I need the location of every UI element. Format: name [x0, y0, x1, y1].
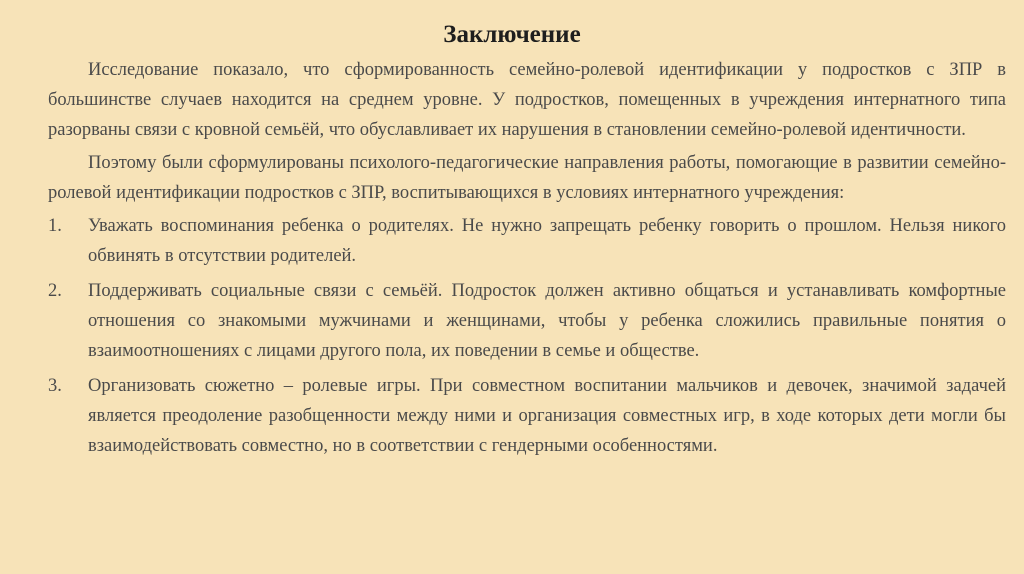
slide-body — [48, 55, 1006, 466]
paragraph-directions: Поэтому были сформулированы психолого-педагогические направления работы, помогающие в развитии семейно-ролевой идентификации подростков с ЗПР, воспитывающихся в условиях интернатного учреждения: — [48, 153, 1006, 203]
list-item — [48, 371, 1006, 461]
list-item-text: Уважать воспоминания ребенка о родителях. Не нужно запрещать ребенку говорить о прошлом. Нельзя никого обвинять в отсутствии родителей. — [88, 216, 1006, 266]
list-item-text: Поддерживать социальные связи с семьёй. Подросток должен активно общаться и устанавливать комфортные отношения со знакомыми мужчинами и женщинами, чтобы у ребенка сложились правильные понятия о взаимоотношениях с лицами другого пола, их поведении в семье и обществе. — [88, 281, 1006, 361]
slide-title: Заключение — [443, 21, 581, 48]
list-item-text: Организовать сюжетно – ролевые игры. При совместном воспитании мальчиков и девочек, значимой задачей является преодоление разобщенности между ними и организация совместных игр, в ходе которых дети могли бы взаимодействовать совместно, но в соответствии с гендерными особенностями. — [88, 376, 1006, 456]
recommendations-list — [48, 211, 1006, 461]
list-item-number: 2. — [48, 281, 62, 301]
list-item-number: 3. — [48, 376, 62, 396]
list-item — [48, 211, 1006, 271]
list-item — [48, 276, 1006, 366]
paragraph-findings: Исследование показало, что сформированность семейно-ролевой идентификации у подростков с ЗПР в большинстве случаев находится на среднем уровне. У подростков, помещенных в учреждения интернатного типа разорваны связи с кровной семьёй, что обуславливает их нарушения в становлении семейно-ролевой идентичности. — [48, 60, 1006, 140]
list-item-number: 1. — [48, 216, 62, 236]
